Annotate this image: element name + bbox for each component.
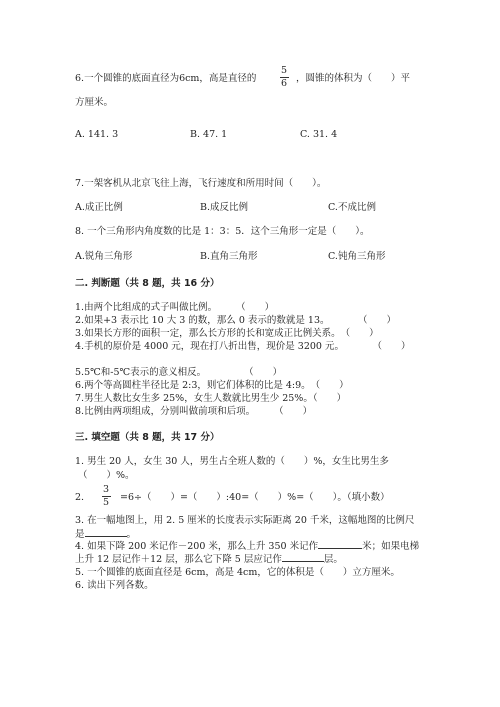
q7-text: 7.一架客机从北京飞往上海，飞行速度和所用时间（ ）。 [75,178,327,189]
q7-option-b[interactable]: B.成反比例 [200,202,249,213]
q6-frac-denominator: 6 [280,78,288,89]
fill-q4-line1 [75,541,419,553]
fill-q2-rest: =6÷（ ）=（ ）:40=（ ）%=（ ）。（填小数） [120,492,390,503]
q2-frac-denominator: 5 [102,497,110,508]
judge-item-3: 3.如果长方形的面积一定，那么长方形的长和宽成正比例关系。 （ ） [75,328,379,339]
q6-option-b[interactable]: B. 47. 1 [190,129,228,140]
q7-option-c[interactable]: C.不成比例 [328,202,376,213]
answer-blank[interactable] [282,561,324,562]
fill-q3-line2-text: 是 [75,529,85,540]
q7-option-a[interactable]: A.成正比例 [75,202,123,213]
q2-frac-numerator: 3 [102,484,110,495]
fill-q4-line1-a: 4. 如果下降 200 米记作－200 米，那么上升 350 米记作 [75,541,319,552]
q6-fraction [277,65,291,89]
section3-title: 三. 填空题（共 8 题，共 17 分） [75,432,220,443]
q6-text-pre: 6.一个圆锥的底面直径为6cm，高是直径的 [75,73,257,84]
q6-text-line2: 方厘米。 [75,97,114,108]
fill-q1-line1: 1. 男生 20 人，女生 30 人，男生占全班人数的（ ）%，女生比男生多 [75,456,389,467]
q8-option-c[interactable]: C.钝角三角形 [328,251,386,262]
q6-text-post: ，圆锥的体积为（ ）平 [296,73,411,84]
fill-q4-line2 [75,554,343,566]
q8-option-a[interactable]: A.锐角三角形 [75,251,133,262]
fill-q5: 5. 一个圆锥的底面直径是 6cm，高是 4cm，它的体积是（ ）立方厘米。 [75,567,400,578]
q6-option-c[interactable]: C. 31. 4 [300,129,338,140]
q8-option-b[interactable]: B.直角三角形 [200,251,258,262]
fill-q4-line1-b: 米；如果电梯 [362,541,420,552]
q8-text: 8. 一个三角形内角度数的比是 1：3：5．这个三角形一定是（ ）。 [75,226,370,237]
answer-blank[interactable] [85,536,127,537]
fill-q6: 6. 读出下列各数。 [75,580,154,591]
q2-fraction [100,484,112,508]
section2-title: 二. 判断题（共 8 题，共 16 分） [75,278,220,289]
judge-item-5: 5.5℃和-5℃表示的意义相反。 （ ） [75,367,283,378]
fill-q2-prefix: 2. [75,492,85,503]
fill-q4-line2-a: 上升 12 层记作＋12 层，那么它下降 5 层应记作 [75,554,282,565]
q6-frac-numerator: 5 [280,65,288,76]
q6-option-a[interactable]: A. 141. 3 [75,129,119,140]
fill-q3-line1: 3. 在一幅地图上，用 2. 5 厘米的长度表示实际距离 20 千米，这幅地图的比例尺 [75,515,415,526]
judge-item-8: 8.比例由两项组成，分别叫做前项和后项。 （ ） [75,406,313,417]
judge-item-4: 4.手机的原价是 4000 元，现在打八折出售，现价是 3200 元。 （ ） [75,341,411,352]
judge-item-7: 7.男生人数比女生多 25%，女生人数就比男生少 25%。（ ） [75,393,347,404]
answer-blank[interactable] [318,548,362,549]
fill-q3-line2 [75,529,136,541]
judge-item-2: 2.如果+3 表示比 10 大 3 的数，那么 0 表示的数就是 13。 （ ） [75,315,396,326]
fill-q3-line2-end: 。 [126,529,137,540]
fill-q4-line2-b: 层。 [323,554,343,565]
fill-q1-line2: （ ）%。 [78,470,135,481]
judge-item-6: 6.两个等高圆柱半径比是 2:3，则它们体积的比是 4:9。 （ ） [75,380,349,391]
judge-item-1: 1.由两个比组成的式子叫做比例。 （ ） [75,302,275,313]
